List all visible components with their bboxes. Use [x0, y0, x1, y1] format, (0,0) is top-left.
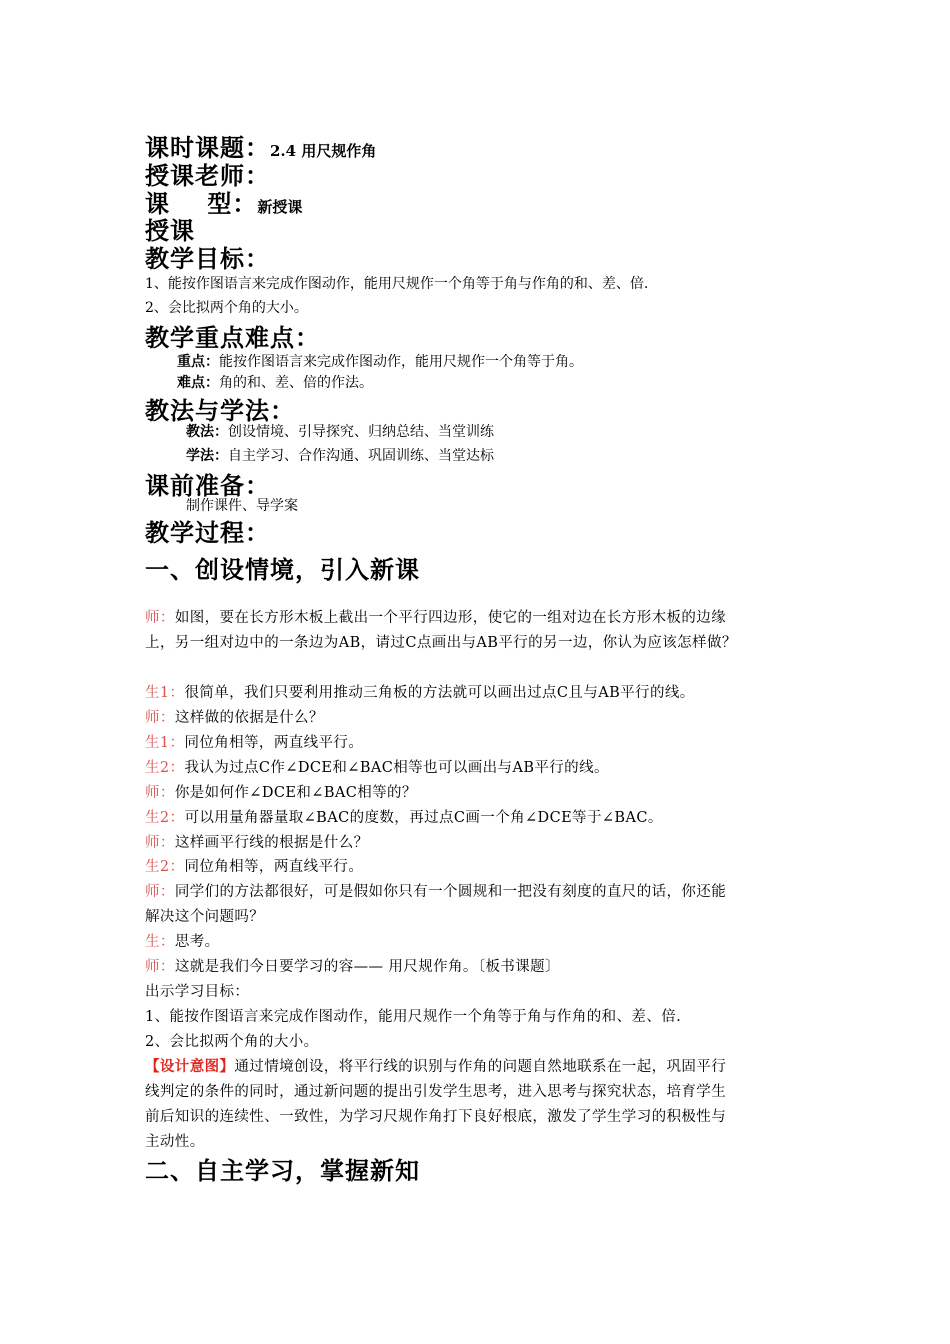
show-goals-title: 出示学习目标： — [145, 984, 250, 1000]
speaker: 生2： — [145, 810, 185, 826]
dialogue-line — [145, 831, 369, 852]
speaker: 师： — [145, 710, 175, 726]
question-line-1 — [145, 880, 726, 901]
speaker-teacher: 师： — [145, 959, 175, 975]
section-2-heading: 二、自主学习，掌握新知 — [145, 1156, 420, 1185]
process-title: 教学过程： — [145, 518, 270, 547]
teach-label: 教法： — [186, 424, 228, 440]
speaker-student: 生： — [145, 934, 175, 950]
dialogue-line — [145, 706, 324, 727]
goal-1: 1、能按作图语言来完成作图动作，能用尺规作一个角等于角与作角的和、差、倍. — [145, 276, 649, 292]
dialogue-text: 同位角相等，两直线平行。 — [184, 735, 364, 751]
design-text: 通过情境创设，将平行线的识别与作角的问题自然地联系在一起，巩固平行 — [234, 1059, 727, 1075]
dialogue-text: 你是如何作∠DCE和∠BAC相等的？ — [174, 785, 417, 801]
dialogue-text: 可以用量角器量取∠BAC的度数，再过点C画一个角∠DCE等于∠BAC。 — [184, 810, 663, 826]
keypoints-title: 教学重点难点： — [145, 323, 320, 352]
end-line — [145, 955, 560, 976]
design-line-3: 前后知识的连续性、一致性，为学习尺规作角打下良好根底，激发了学生学习的积极性与 — [145, 1109, 727, 1125]
question-line-2: 解决这个问题吗？ — [145, 909, 265, 925]
goal-2: 2、会比拟两个角的大小。 — [145, 300, 308, 316]
think-line — [145, 930, 220, 951]
type-value: 新授课 — [257, 198, 303, 216]
dialogue-text: 很简单，我们只要利用推动三角板的方法就可以画出过点C且与AB平行的线。 — [184, 685, 695, 701]
dialogue-line — [145, 681, 695, 702]
dialogue-text: 思考。 — [174, 934, 220, 950]
teach-text: 创设情境、引导探究、归纳总结、当堂训练 — [228, 424, 494, 440]
difficult-point — [177, 372, 373, 392]
speaker: 生1： — [145, 735, 185, 751]
dialogue-text: 我认为过点C作∠DCE和∠BAC相等也可以画出与AB平行的线。 — [184, 760, 609, 776]
dialogue-text: 同学们的方法都很好，可是假如你只有一个圆规和一把没有刻度的直尺的话，你还能 — [174, 884, 727, 900]
intro-line-1 — [145, 606, 726, 627]
hours-label: 授课 — [145, 216, 195, 245]
speaker: 生1： — [145, 685, 185, 701]
design-line-1 — [145, 1055, 726, 1076]
teacher-label: 授课老师： — [145, 161, 270, 190]
dialogue-text: 如图，要在长方形木板上截出一个平行四边形，使它的一组对边在长方形木板的边缘 — [174, 610, 727, 626]
dialogue-text: 这就是我们今日要学习的容—— 用尺规作角。〔板书课题〕 — [174, 959, 560, 975]
dialogue-text: 这样画平行线的根据是什么？ — [174, 835, 369, 851]
speaker: 生2： — [145, 859, 185, 875]
key-point — [177, 351, 583, 371]
speaker: 生2： — [145, 760, 185, 776]
show-goal-1: 1、能按作图语言来完成作图动作，能用尺规作一个角等于角与作角的和、差、倍. — [145, 1009, 682, 1025]
methods-title: 教法与学法： — [145, 396, 295, 425]
section-1-heading: 一、创设情境，引入新课 — [145, 555, 420, 584]
prep-text: 制作课件、导学案 — [186, 498, 298, 514]
teach-method — [186, 421, 494, 441]
design-line-4: 主动性。 — [145, 1134, 205, 1150]
topic-value: 2.4 用尺规作角 — [270, 142, 377, 160]
learn-text: 自主学习、合作沟通、巩固训练、当堂达标 — [228, 448, 494, 464]
design-label: 【设计意图】 — [145, 1058, 235, 1075]
dialogue-line — [145, 855, 363, 876]
dialogue-line — [145, 781, 417, 802]
speaker: 师： — [145, 785, 175, 801]
dialogue-line — [145, 731, 363, 752]
dialogue-text: 这样做的依据是什么？ — [174, 710, 324, 726]
dialogue-text: 同位角相等，两直线平行。 — [184, 859, 364, 875]
learn-method — [186, 445, 494, 465]
speaker: 师： — [145, 835, 175, 851]
dialogue-line — [145, 806, 663, 827]
design-line-2: 线判定的条件的同时，通过新问题的提出引发学生思考，进入思考与探究状态，培育学生 — [145, 1084, 727, 1100]
intro-line-2: 上，另一组对边中的一条边为AB，请过C点画出与AB平行的另一边，你认为应该怎样做？ — [145, 635, 737, 651]
key-label: 重点： — [177, 354, 219, 370]
show-goal-2: 2、会比拟两个角的大小。 — [145, 1034, 319, 1050]
speaker-teacher: 师： — [145, 610, 175, 626]
key-text: 能按作图语言来完成作图动作，能用尺规作一个角等于角。 — [219, 354, 583, 370]
prep-title: 课前准备： — [145, 471, 270, 500]
speaker-teacher: 师： — [145, 884, 175, 900]
learn-label: 学法： — [186, 448, 228, 464]
diff-text: 角的和、差、倍的作法。 — [219, 375, 373, 391]
topic-label: 课时课题： — [145, 133, 270, 162]
type-label: 课 型： — [145, 189, 258, 218]
diff-label: 难点： — [177, 375, 219, 391]
dialogue-line — [145, 756, 609, 777]
goals-title: 教学目标： — [145, 244, 270, 273]
